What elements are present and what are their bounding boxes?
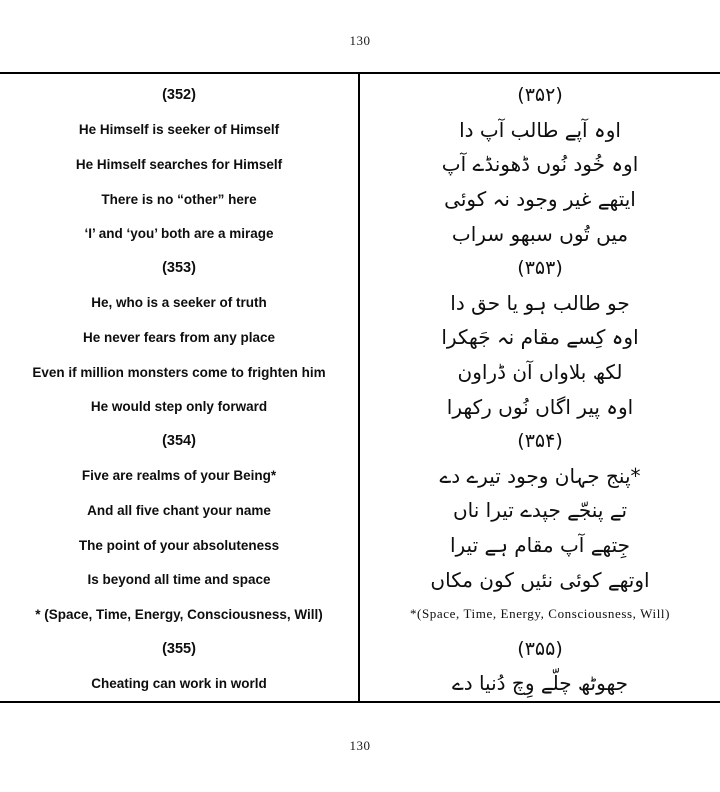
verse-line: Even if million monsters come to frighten him [32,364,326,380]
verse-line: The point of your absoluteness [78,537,280,553]
stanza-number: (352) [162,87,196,104]
verse-line-urdu: جِتھے آپ مقام ہے تیرا [449,533,631,558]
verse-line: He Himself searches for Himself [75,156,283,172]
verse-line-urdu: اوہ آپے طالب آپ دا [459,117,621,142]
page-number-bottom: 130 [349,738,371,753]
verse-line: He Himself is seeker of Himself [78,122,280,138]
verse-line: Cheating can work in world [91,675,267,691]
stanza-number-urdu: (۳۵۵) [517,637,563,660]
verse-line-urdu: لکھ بلاواں آن ڈراون [457,360,623,385]
verse-line-urdu: اوہ کِسے مقام نہ جَھکرا [441,325,639,350]
page-number-top: 130 [349,33,371,48]
verse-line: And all five chant your name [87,502,271,518]
verse-line: He never fears from any place [82,329,276,345]
verse-line-urdu: ایتھے غیر وجود نہ کوئی [444,187,636,212]
verse-line: Is beyond all time and space [87,572,271,588]
footnote: * (Space, Time, Energy, Consciousness, Will) [35,606,323,622]
verse-line: He would step only forward [90,399,268,415]
verse-line-urdu: اوہ خُود نُوں ڈھونڈے آپ [441,152,639,177]
verse-line-urdu: اوتھے کوئی نئیں کون مکاں [430,567,650,592]
two-column-verse-table [0,72,720,703]
stanza-number: (353) [162,260,196,277]
footnote-urdu-column: *(Space, Time, Energy, Consciousness, Will) [409,606,671,622]
verse-line-urdu: *پنج جہان وجود تیرے دے [439,463,641,488]
punjabi-column [360,74,720,701]
verse-line: ‘I’ and ‘you’ both are a mirage [84,226,274,242]
verse-line-urdu: جو طالب ہو یا حق دا [450,290,630,315]
verse-line: There is no “other” here [101,191,257,207]
english-column [0,74,360,701]
verse-line: He, who is a seeker of truth [91,295,267,311]
stanza-number-urdu: (۳۵۲) [517,84,563,107]
verse-line-urdu: تے پنجّے جپدے تیرا ناں [452,498,628,523]
stanza-number-urdu: (۳۵۴) [517,430,563,453]
verse-line: Five are realms of your Being* [81,468,277,484]
stanza-number: (355) [162,640,196,657]
verse-line-urdu: اوہ پیر اگاں نُوں رکھرا [446,394,634,419]
verse-line-urdu: میں تُوں سبھو سراب [451,221,629,246]
stanza-number-urdu: (۳۵۳) [517,257,563,280]
stanza-number: (354) [162,433,196,450]
verse-line-urdu: جھوٹھ چلّے وِچ دُنیا دے [451,671,629,696]
